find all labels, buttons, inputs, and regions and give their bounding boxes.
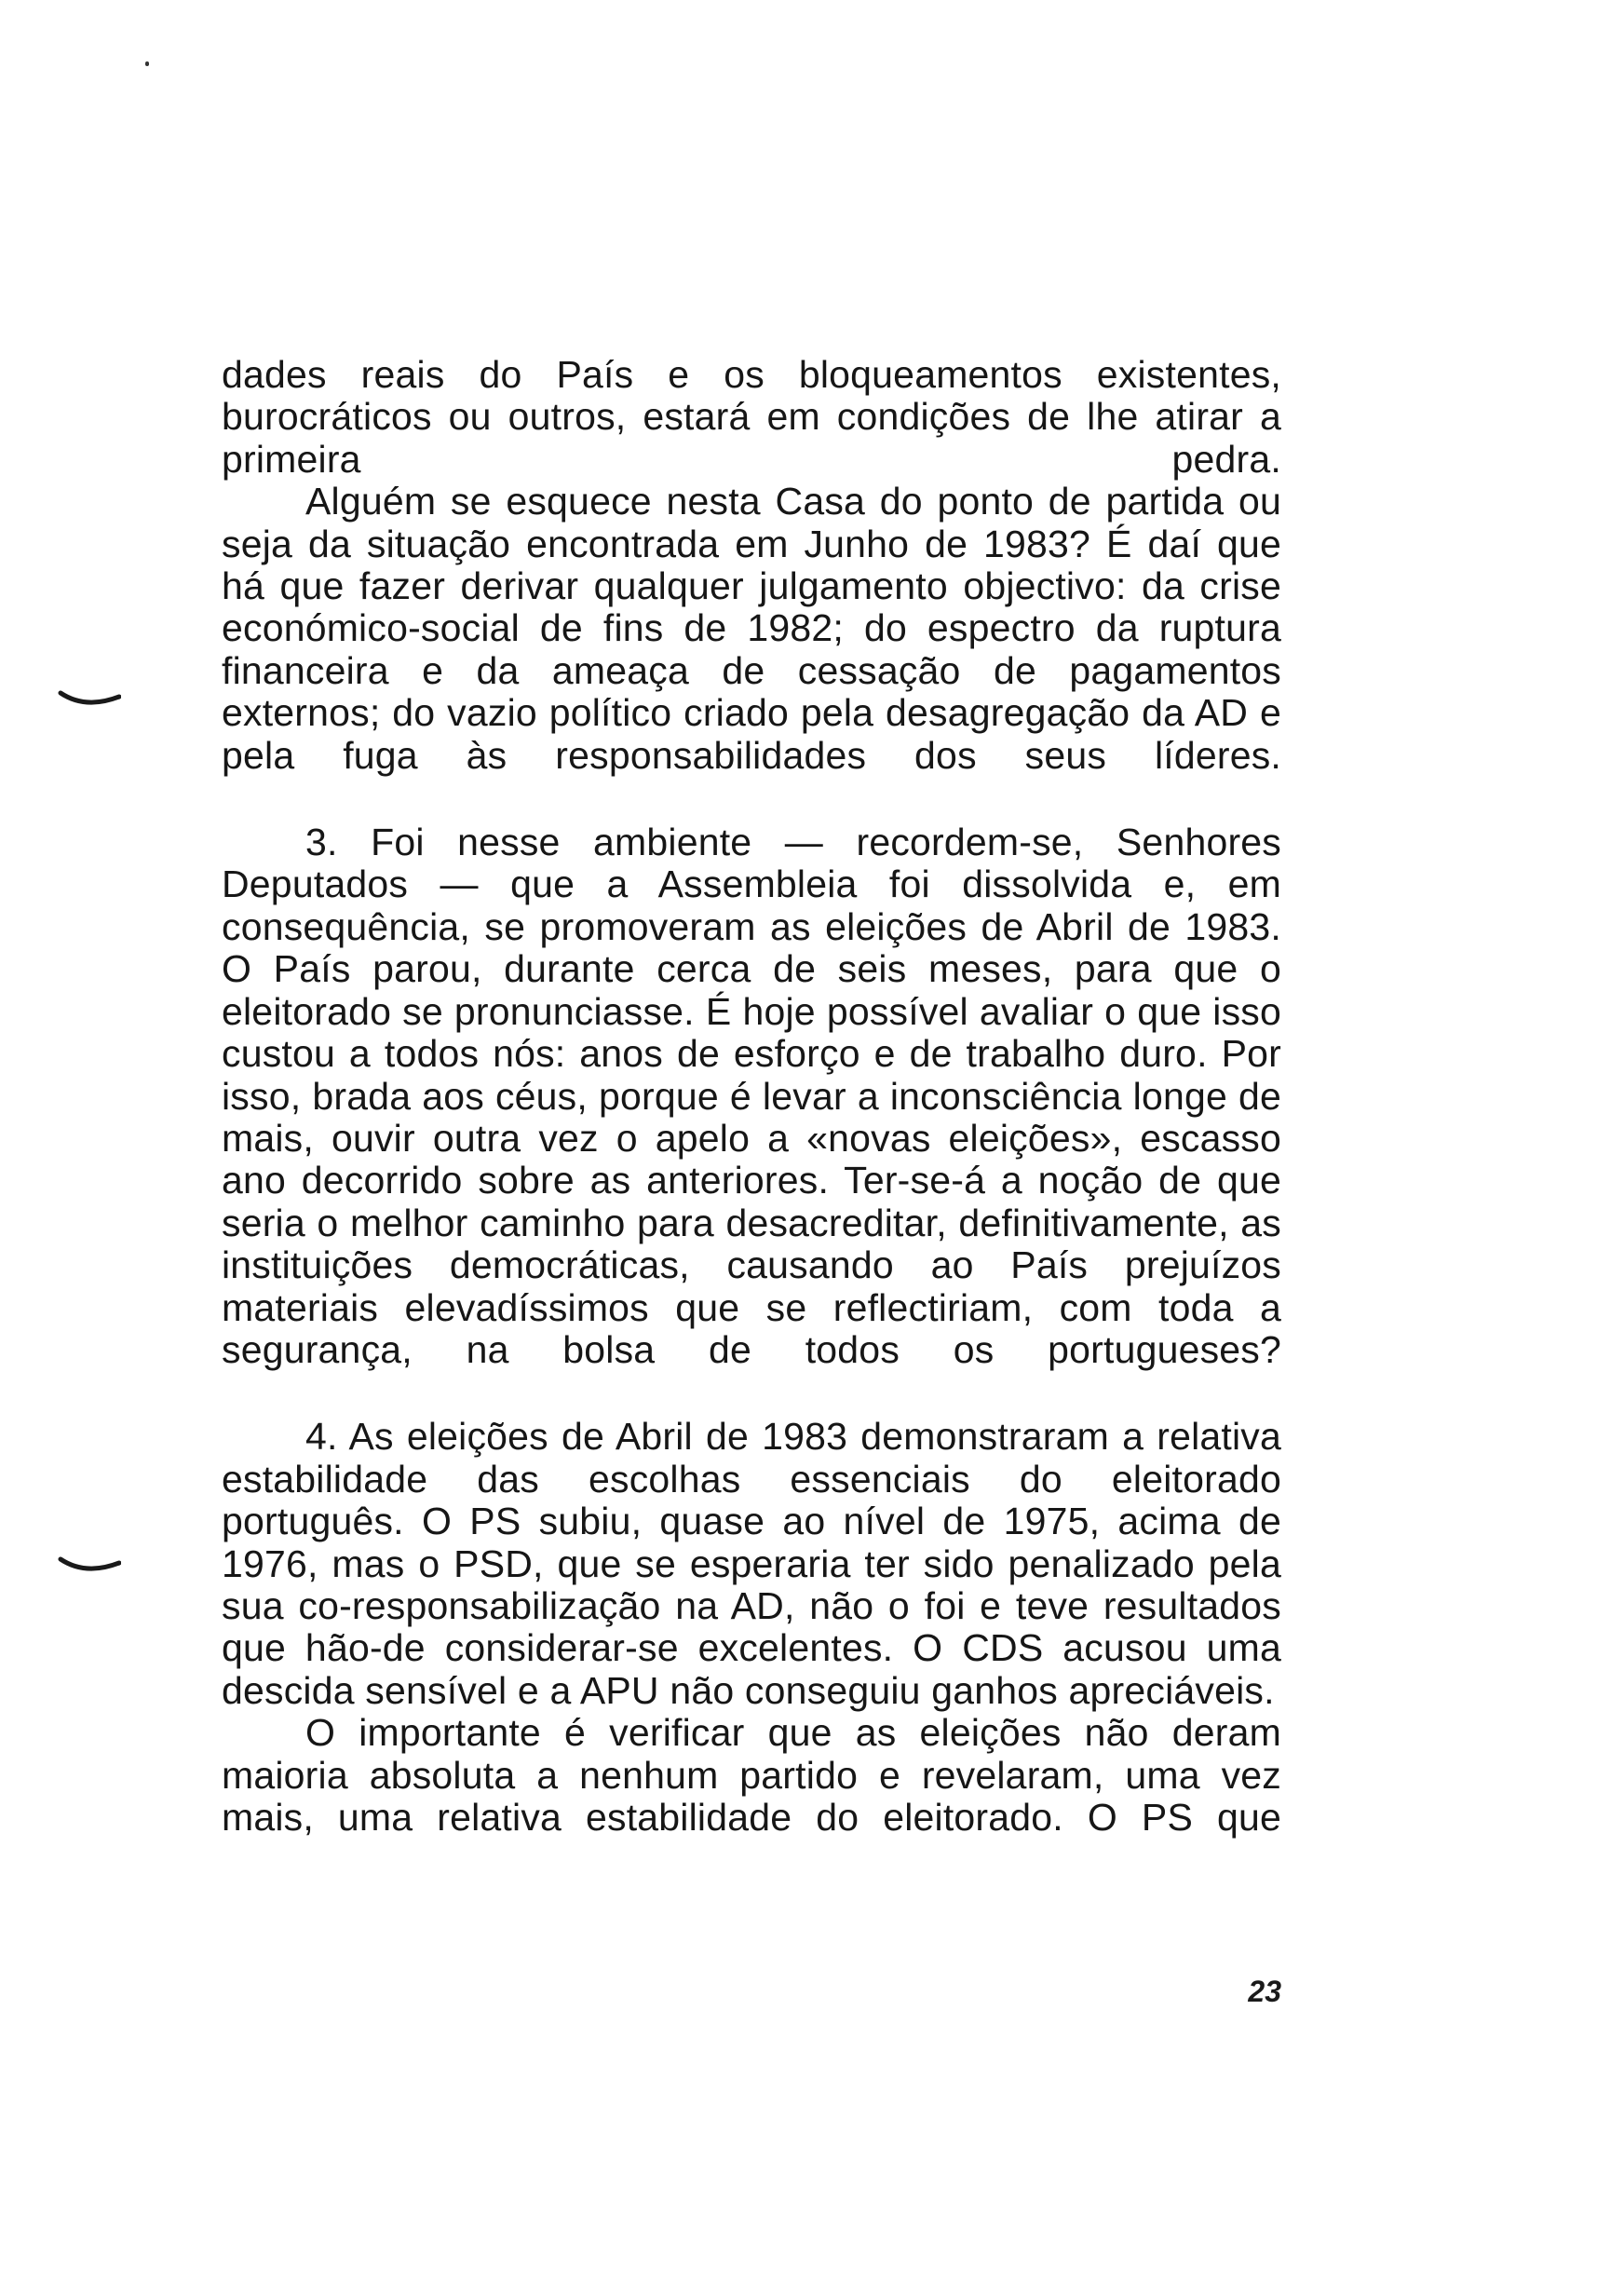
speck-mark (145, 61, 149, 66)
paragraph: O importante é verificar que as eleições não deram maioria absoluta a nenhum partido e revelaram, uma vez mais, uma relativa estabilidade do eleitorado. O PS que (222, 1711, 1281, 1839)
paragraph: dades reais do País e os bloqueamentos existentes, burocráticos ou outros, estará em condições de lhe atirar a primeira pedra. (222, 353, 1281, 481)
margin-tick-mark (58, 687, 121, 713)
paragraph: Alguém se esquece nesta Casa do ponto de partida ou seja da situação encontrada em Junho de 1983? É daí que há que fazer derivar qualquer julgamento objectivo: da crise económico-social de fins de 1982; do espectro da ruptura financeira e da ameaça de cessação de pagamentos externos; do vazio político criado pela desagregação da AD e pela fuga às responsabilidades dos seus líderes. (222, 480, 1281, 777)
paragraph: 4. As eleições de Abril de 1983 demonstraram a relativa estabilidade das escolhas essenciais do eleitorado português. O PS subiu, quase ao nível de 1975, acima de 1976, mas o PSD, que se esperaria ter sido penalizado pela sua co-responsabilização na AD, não o foi e teve resultados que hão-de considerar-se excelentes. O CDS acusou uma descida sensível e a APU não conseguiu ganhos apreciáveis. (222, 1415, 1281, 1712)
body-text (222, 354, 1281, 1839)
margin-tick-mark (58, 1554, 121, 1580)
page-number: 23 (1248, 1975, 1281, 2008)
paragraph: 3. Foi nesse ambiente — recordem-se, Senhores Deputados — que a Assembleia foi dissolvida e, em consequência, se promoveram as eleições de Abril de 1983. O País parou, durante cerca de seis meses, para que o eleitorado se pronunciasse. É hoje possível avaliar o que isso custou a todos nós: anos de esforço e de trabalho duro. Por isso, brada aos céus, porque é levar a inconsciência longe de mais, ouvir outra vez o apelo a «novas eleições», escasso ano decorrido sobre as anteriores. Ter-se-á a noção de que seria o melhor caminho para desacreditar, definitivamente, as instituições democráticas, causando ao País prejuízos materiais elevadíssimos que se reflectiriam, com toda a segurança, na bolsa de todos os portugueses? (222, 821, 1281, 1371)
